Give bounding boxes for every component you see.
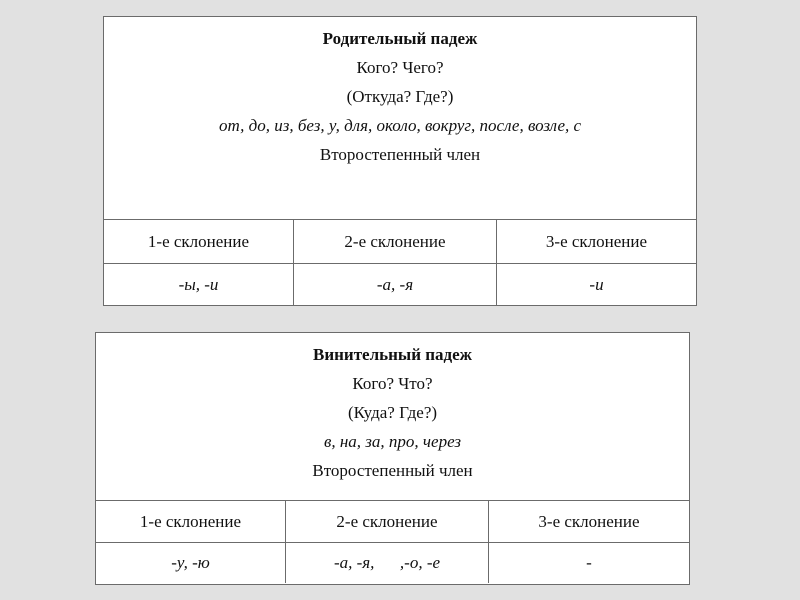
declension-header-row (104, 220, 696, 263)
case-sentence-role: Второстепенный член (312, 461, 473, 480)
case-sentence-role: Второстепенный член (319, 145, 481, 164)
declension-2-ending: -а, -я, ,-о, -е (285, 543, 488, 583)
case-place-questions: (Откуда? Где?) (346, 87, 454, 106)
declension-3-header: 3-е склонение (488, 501, 689, 542)
declension-1-ending: -ы, -и (178, 275, 219, 294)
declension-1-header: 1-е склонение (139, 511, 242, 531)
case-questions: Кого? Что? (352, 374, 433, 393)
declension-header-row (96, 501, 689, 542)
declension-2-header: 2-е склонение (285, 501, 488, 542)
declension-1-ending: -у, -ю (171, 553, 210, 572)
genitive-case-table (103, 16, 697, 306)
declension-3-header: 3-е склонение (496, 220, 696, 263)
case-title: Родительный падеж (322, 29, 478, 48)
declension-3-ending: - (488, 543, 689, 583)
declension-2-header: 2-е склонение (293, 220, 496, 263)
case-prepositions: в, на, за, про, через (323, 432, 462, 451)
case-prepositions: от, до, из, без, у, для, около, вокруг, после, возле, с (218, 116, 582, 135)
case-title: Винительный падеж (312, 345, 473, 364)
case-questions: Кого? Чего? (356, 58, 444, 77)
declension-1-header: 1-е склонение (147, 231, 250, 251)
genitive-case-header (104, 17, 696, 220)
accusative-case-header (96, 333, 689, 501)
declension-3-ending: -и (496, 264, 696, 306)
endings-row (96, 542, 689, 583)
declension-2-ending: -а, -я (293, 264, 496, 306)
accusative-case-table (95, 332, 690, 585)
endings-row (104, 263, 696, 306)
case-place-questions: (Куда? Где?) (347, 403, 438, 422)
